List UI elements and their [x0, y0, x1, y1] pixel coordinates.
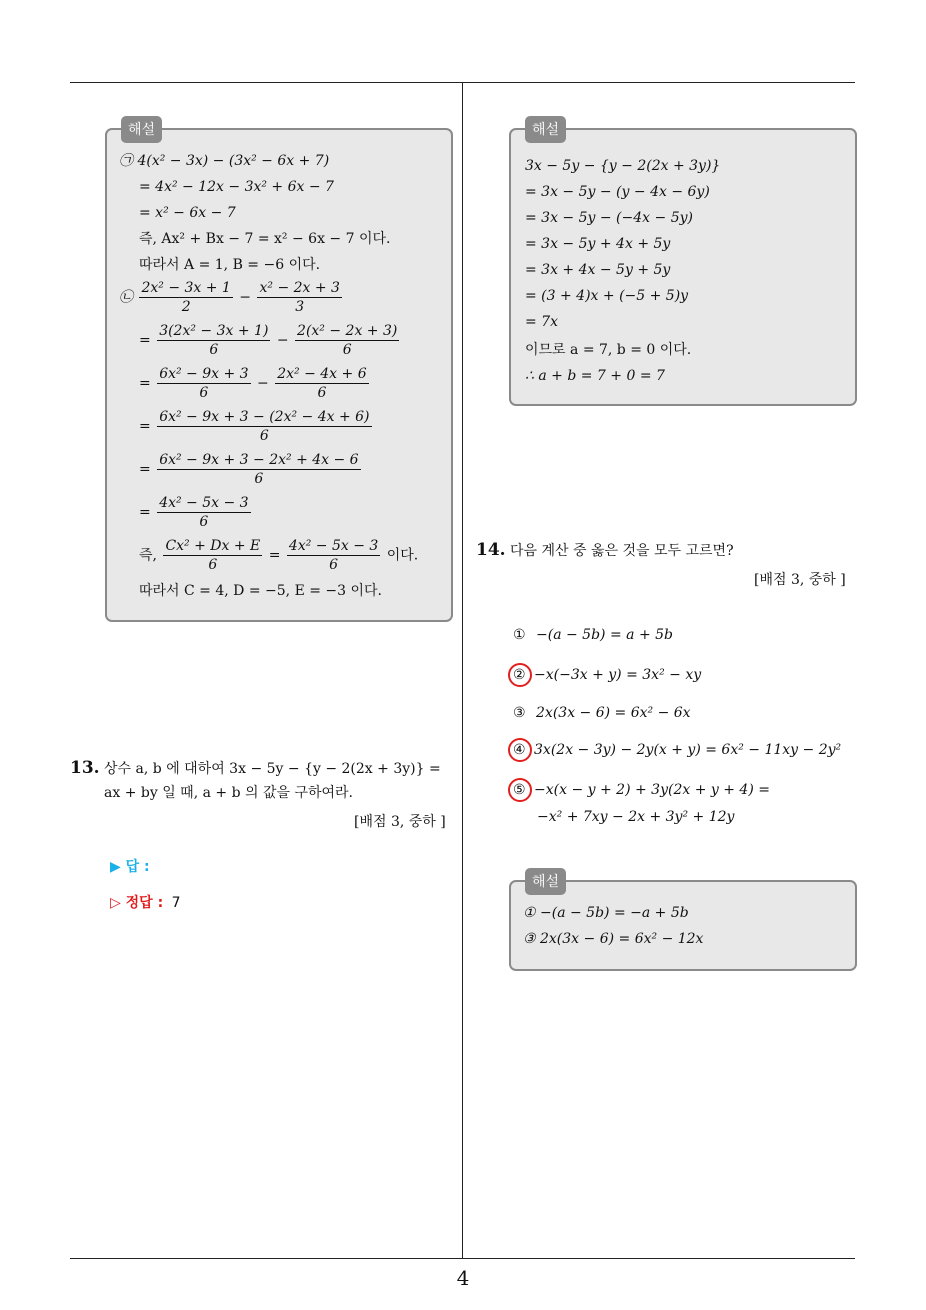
correct-answer [110, 892, 181, 912]
solution-line: = x² − 6x − 7 [139, 205, 236, 221]
frac-row [139, 452, 363, 487]
column-divider [462, 83, 463, 1259]
question-text: 다음 계산 중 옳은 것을 모두 고르면? [510, 543, 734, 559]
solution-line: = (3 + 4)x + (−5 + 5)y [525, 288, 689, 304]
fraction [257, 280, 341, 315]
option-1[interactable] [513, 627, 673, 643]
solution-box-left [105, 122, 453, 622]
answer-label: ▶ 답 : [110, 859, 150, 875]
page-number: 4 [456, 1266, 470, 1290]
fraction [139, 280, 232, 315]
fraction [287, 538, 380, 573]
score-label: [배점 3, 중하 ] [754, 572, 846, 588]
denominator: 6 [199, 514, 209, 530]
option-4[interactable] [513, 742, 841, 758]
frac-operator: = [268, 547, 281, 564]
question-text: 상수 a, b 에 대하여 3x − 5y − {y − 2(2x + 3y)} = [104, 761, 441, 777]
solution-line: ㉠ 4(x² − 3x) − (3x² − 6x + 7) [119, 153, 330, 169]
solution-line: = 3x − 5y + 4x + 5y [525, 236, 671, 252]
denominator: 6 [208, 557, 218, 573]
fraction [295, 323, 399, 358]
fraction [275, 366, 368, 401]
fraction [157, 366, 250, 401]
numerator: 3(2x² − 3x + 1) [159, 323, 269, 339]
option-2[interactable] [513, 667, 701, 683]
numerator: 2x² − 4x + 6 [277, 366, 367, 382]
solution-box-q14 [509, 874, 857, 971]
solution-line: = 4x² − 12x − 3x² + 6x − 7 [139, 179, 334, 195]
solution-line: = 3x − 5y − (y − 4x − 6y) [525, 184, 710, 200]
option-text: 2x(3x − 6) = 6x² − 6x [536, 705, 691, 721]
frac-prefix: 즉, [139, 547, 157, 564]
solution-line: 따라서 A = 1, B = −6 이다. [139, 257, 321, 273]
numerator: 6x² − 9x + 3 [159, 366, 249, 382]
frac-row [119, 280, 344, 315]
solution-line: ∴ a + b = 7 + 0 = 7 [525, 368, 665, 384]
numerator: 2(x² − 2x + 3) [297, 323, 398, 339]
question-number: 13. [70, 758, 100, 778]
numerator: 4x² − 5x − 3 [159, 495, 249, 511]
numerator: 6x² − 9x + 3 − (2x² − 4x + 6) [159, 409, 370, 425]
numerator: 2x² − 3x + 1 [141, 280, 231, 296]
solution-tag: 해설 [121, 116, 162, 143]
fraction [163, 538, 262, 573]
denominator: 6 [209, 342, 219, 358]
frac-row [139, 409, 374, 444]
numerator: 4x² − 5x − 3 [288, 538, 379, 554]
correct-label: ▷ 정답 : [110, 895, 164, 911]
frac-prefix: = [139, 461, 151, 478]
question-text: ax + by 일 때, a + b 의 값을 구하여라. [104, 785, 354, 801]
frac-prefix: = [139, 418, 151, 435]
denominator: 6 [329, 557, 339, 573]
question-14 [476, 538, 856, 563]
solution-line: 즉, Ax² + Bx − 7 = x² − 6x − 7 이다. [139, 231, 391, 247]
solution-line: ① −(a − 5b) = −a + 5b [523, 905, 689, 921]
frac-operator: − [239, 289, 252, 306]
denominator: 6 [254, 471, 264, 487]
option-mark: ② [513, 667, 526, 683]
numerator: 6x² − 9x + 3 − 2x² + 4x − 6 [159, 452, 359, 468]
option-text: 3x(2x − 3y) − 2y(x + y) = 6x² − 11xy − 2y² [534, 742, 842, 758]
option-3[interactable] [513, 705, 691, 721]
footer-rule [70, 1258, 855, 1259]
frac-row [139, 495, 253, 530]
solution-line: 따라서 C = 4, D = −5, E = −3 이다. [139, 583, 383, 599]
option-mark: ⑤ [513, 782, 526, 798]
denominator: 6 [317, 385, 327, 401]
option-mark: ① [513, 627, 526, 643]
fraction [157, 495, 250, 530]
solution-tag: 해설 [525, 116, 566, 143]
frac-prefix: = [139, 375, 151, 392]
solution-line: ③ 2x(3x − 6) = 6x² − 12x [523, 931, 704, 947]
option-text: −x(−3x + y) = 3x² − xy [534, 667, 702, 683]
denominator: 6 [342, 342, 352, 358]
numerator: Cx² + Dx + E [165, 538, 261, 554]
option-mark: ④ [513, 742, 526, 758]
solution-tag: 해설 [525, 868, 566, 895]
frac-operator: − [257, 375, 269, 392]
frac-operator: − [276, 332, 289, 349]
option-text: −(a − 5b) = a + 5b [536, 627, 673, 643]
frac-prefix: = [139, 332, 151, 349]
frac-suffix: 이다. [386, 547, 419, 564]
score-label: [배점 3, 중하 ] [354, 814, 446, 830]
option-mark: ③ [513, 705, 526, 721]
option-text: −x(x − y + 2) + 3y(2x + y + 4) = [534, 782, 770, 798]
numerator: x² − 2x + 3 [259, 280, 340, 296]
fraction [157, 409, 371, 444]
question-number: 14. [476, 540, 506, 560]
solution-box-right [509, 122, 857, 406]
frac-prefix: ㉡ [119, 289, 133, 306]
frac-row [139, 538, 418, 573]
denominator: 6 [259, 428, 269, 444]
fraction [157, 323, 270, 358]
question-13 [70, 756, 456, 805]
solution-line: = 3x + 4x − 5y + 5y [525, 262, 671, 278]
solution-line: 3x − 5y − {y − 2(2x + 3y)} [525, 158, 721, 174]
option-5-continued: −x² + 7xy − 2x + 3y² + 12y [537, 809, 735, 825]
frac-row [139, 366, 371, 401]
denominator: 2 [181, 299, 191, 315]
correct-value: 7 [171, 895, 181, 911]
solution-line: = 7x [525, 314, 558, 330]
frac-prefix: = [139, 504, 151, 521]
solution-line: 이므로 a = 7, b = 0 이다. [525, 342, 692, 358]
solution-line: = 3x − 5y − (−4x − 5y) [525, 210, 693, 226]
fraction [157, 452, 360, 487]
denominator: 6 [199, 385, 209, 401]
option-5[interactable] [513, 782, 770, 798]
frac-row [139, 323, 401, 358]
denominator: 3 [295, 299, 305, 315]
